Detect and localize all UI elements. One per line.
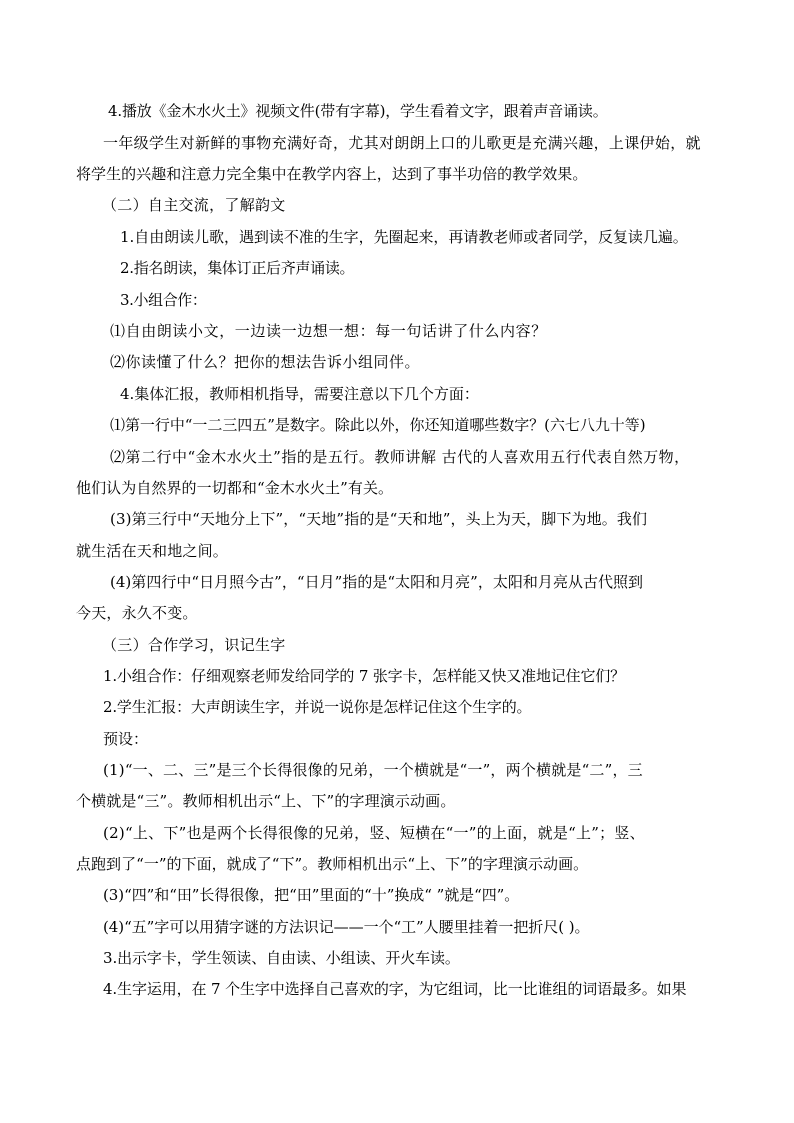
text-line: ⑵第二行中“金木水火土”指的是五行。教师讲解 古代的人喜欢用五行代表自然万物， (110, 448, 690, 466)
text-line: 将学生的兴趣和注意力完全集中在教学内容上，达到了事半功倍的教学效果。 (76, 165, 588, 183)
text-line: 4.集体汇报，教师相机指导，需要注意以下几个方面： (120, 385, 479, 403)
text-line: 就生活在天和地之间。 (76, 542, 229, 560)
text-line: 今天，永久不变。 (76, 604, 198, 622)
text-line: (2)“上、下”也是两个长得很像的兄弟，竖、短横在“一”的上面，就是“上”；竖、 (103, 824, 645, 842)
section-heading: （三）合作学习，识记生字 (102, 636, 286, 654)
text-line: 4.播放《金木水火土》视频文件(带有字幕)，学生看着文字，跟着声音诵读。 (108, 102, 608, 120)
text-line: (3)第三行中“天地分上下”，“天地”指的是“天和地”，头上为天，脚下为地。我们 (110, 510, 648, 528)
text-line: 点跑到了“一”的下面，就成了“下”。教师相机出示“上、下”的字理演示动画。 (76, 855, 589, 873)
text-line: ⑴自由朗读小文，一边读一边想一想：每一句话讲了什么内容？ (110, 322, 547, 340)
text-line: (4)第四行中“日月照今古”，“日月”指的是“太阳和月亮”，太阳和月亮从古代照到 (110, 573, 644, 591)
text-line: 他们认为自然界的一切都和“金木水火土”有关。 (76, 479, 394, 497)
text-line: (3)“四”和“田”长得很像，把“田”里面的“十”换成“ ”就是“四”。 (103, 886, 520, 904)
text-line: 3.出示字卡，学生领读、自由读、小组读、开火车读。 (103, 949, 460, 967)
section-heading: （二）自主交流，了解韵文 (102, 196, 286, 214)
text-line: 2.学生汇报：大声朗读生字，并说一说你是怎样记住这个生字的。 (103, 698, 532, 716)
text-line: ⑴第一行中“一二三四五”是数字。除此以外，你还知道哪些数字？(六七八九十等) (110, 416, 646, 434)
text-line: 1.自由朗读儿歌，遇到读不准的生字，先圈起来，再请教老师或者同学，反复读几遍。 (120, 228, 688, 246)
text-line: 1.小组合作：仔细观察老师发给同学的 7 张字卡，怎样能又快又准地记住它们？ (103, 667, 625, 685)
text-line: 预设： (103, 730, 149, 748)
text-line: 3.小组合作： (120, 291, 207, 309)
text-line: ⑵你读懂了什么？把你的想法告诉小组同伴。 (110, 353, 421, 371)
text-line: (4)“五”字可以用猜字谜的方法识记——一个“工”人腰里挂着一把折尺( )。 (103, 918, 590, 936)
text-line: 个横就是“三”。教师相机出示“上、下”的字理演示动画。 (76, 792, 456, 810)
text-line: 一年级学生对新鲜的事物充满好奇，尤其对朗朗上口的儿歌更是充满兴趣，上课伊始，就 (103, 134, 701, 152)
text-line: (1)“一、二、三”是三个长得很像的兄弟，一个横就是“一”，两个横就是“二”，三 (103, 761, 643, 779)
text-line: 4.生字运用，在 7 个生字中选择自己喜欢的字，为它组词，比一比谁组的词语最多。如果 (103, 980, 687, 998)
text-line: 2.指名朗读，集体订正后齐声诵读。 (120, 259, 355, 277)
